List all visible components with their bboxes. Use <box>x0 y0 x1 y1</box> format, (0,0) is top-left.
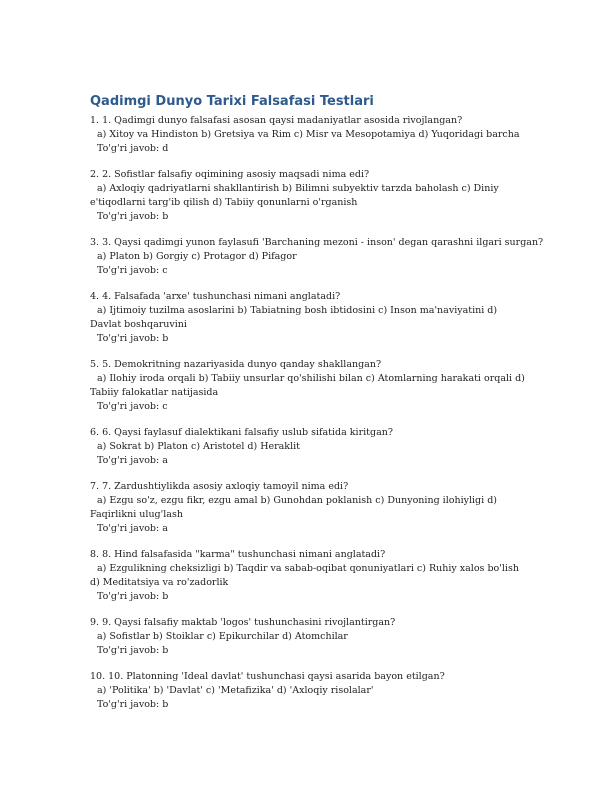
question-options: a) Axloqiy qadriyatlarni shakllantirish b) Bilimni subyektiv tarzda baholash c) Diniy e'tiqodlarni targ'ib qilish d) Tabiiy qonunlarni o'rganish <box>90 183 499 208</box>
correct-answer: To'g'ri javob: b <box>97 333 169 344</box>
correct-answer: To'g'ri javob: c <box>97 401 168 412</box>
question-item <box>90 358 530 414</box>
question-options: a) Ezgulikning cheksizligi b) Taqdir va sabab-oqibat qonuniyatlari c) Ruhiy xalos bo'lish d) Meditatsiya va ro'zadorlik <box>90 563 519 588</box>
correct-answer: To'g'ri javob: b <box>97 699 169 710</box>
question-item <box>90 290 530 346</box>
question-options: a) Xitoy va Hindiston b) Gretsiya va Rim c) Misr va Mesopotamiya d) Yuqoridagi barcha <box>97 129 520 140</box>
question-text: 4. 4. Falsafada 'arxe' tushunchasi nimani anglatadi? <box>90 291 341 302</box>
question-text: 2. 2. Sofistlar falsafiy oqimining asosiy maqsadi nima edi? <box>90 169 370 180</box>
correct-answer: To'g'ri javob: a <box>97 455 168 466</box>
correct-answer: To'g'ri javob: d <box>97 143 169 154</box>
correct-answer: To'g'ri javob: b <box>97 591 169 602</box>
question-text: 1. 1. Qadimgi dunyo falsafasi asosan qaysi madaniyatlar asosida rivojlangan? <box>90 115 463 126</box>
question-text: 7. 7. Zardushtiylikda asosiy axloqiy tamoyil nima edi? <box>90 481 349 492</box>
question-text: 9. 9. Qaysi falsafiy maktab 'logos' tushunchasini rivojlantirgan? <box>90 617 396 628</box>
question-item <box>90 426 530 468</box>
question-item <box>90 616 530 658</box>
question-text: 10. 10. Platonning 'Ideal davlat' tushunchasi qaysi asarida bayon etilgan? <box>90 671 445 682</box>
correct-answer: To'g'ri javob: c <box>97 265 168 276</box>
question-item <box>90 670 530 712</box>
question-options: a) 'Politika' b) 'Davlat' c) 'Metafizika' d) 'Axloqiy risolalar' <box>97 685 374 696</box>
question-text: 3. 3. Qaysi qadimgi yunon faylasufi 'Barchaning mezoni - inson' degan qarashni ilgari surgan? <box>90 237 544 248</box>
question-item <box>90 480 530 536</box>
question-item <box>90 236 544 278</box>
correct-answer: To'g'ri javob: b <box>97 645 169 656</box>
question-options: a) Sofistlar b) Stoiklar c) Epikurchilar d) Atomchilar <box>97 631 348 642</box>
question-text: 6. 6. Qaysi faylasuf dialektikani falsafiy uslub sifatida kiritgan? <box>90 427 393 438</box>
question-text: 8. 8. Hind falsafasida "karma" tushunchasi nimani anglatadi? <box>90 549 386 560</box>
question-item <box>90 548 530 604</box>
question-item <box>90 114 530 156</box>
question-options: a) Ilohiy iroda orqali b) Tabiiy unsurlar qo'shilishi bilan c) Atomlarning harakati orqali d) Tabiiy falokatlar natijasida <box>90 373 525 398</box>
correct-answer: To'g'ri javob: b <box>97 211 169 222</box>
question-list <box>90 114 544 724</box>
question-options: a) Platon b) Gorgiy c) Protagor d) Pifagor <box>97 251 297 262</box>
question-item <box>90 168 530 224</box>
question-options: a) Sokrat b) Platon c) Aristotel d) Heraklit <box>97 441 300 452</box>
correct-answer: To'g'ri javob: a <box>97 523 168 534</box>
question-options: a) Ijtimoiy tuzilma asoslarini b) Tabiatning bosh ibtidosini c) Inson ma'naviyatini d) Davlat boshqaruvini <box>90 305 498 330</box>
document-title: Qadimgi Dunyo Tarixi Falsafasi Testlari <box>90 94 374 109</box>
question-options: a) Ezgu so'z, ezgu fikr, ezgu amal b) Gunohdan poklanish c) Dunyoning ilohiyligi d) Faqirlikni ulug'lash <box>90 495 497 520</box>
question-text: 5. 5. Demokritning nazariyasida dunyo qanday shakllangan? <box>90 359 382 370</box>
